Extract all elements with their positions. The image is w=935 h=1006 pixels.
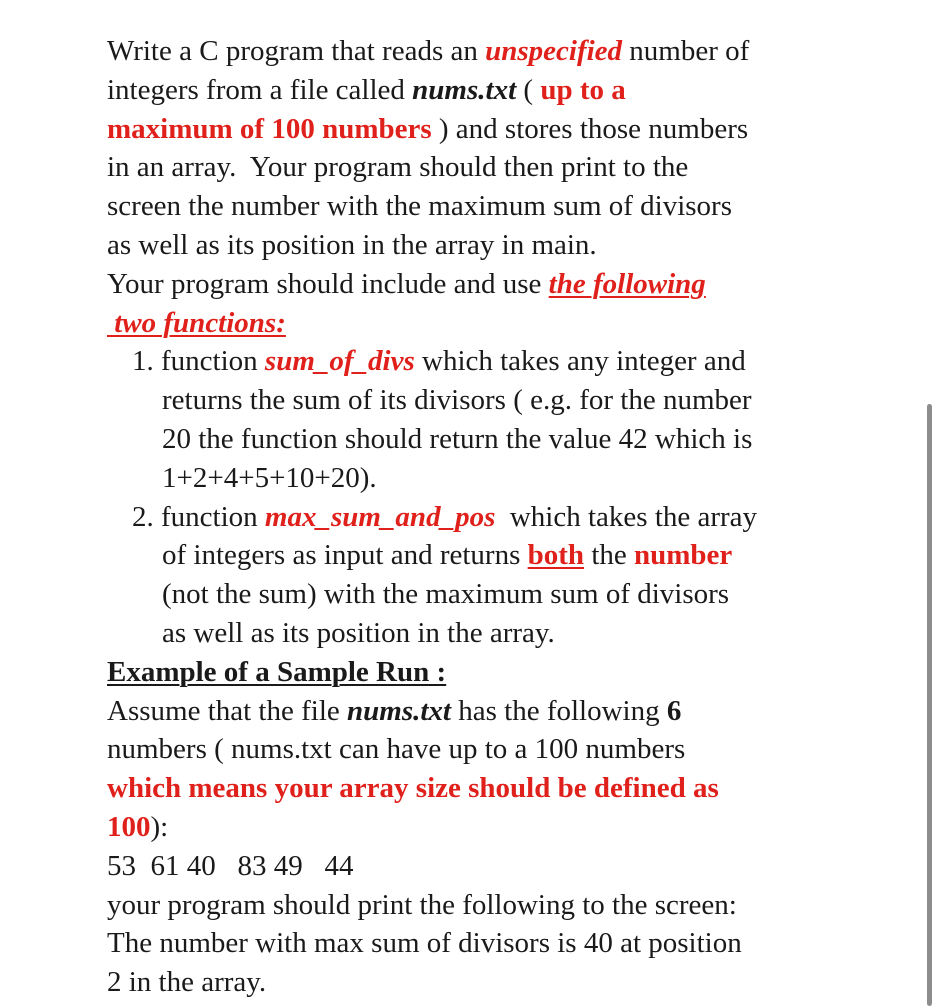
emphasis-maximum-100: maximum of 100 numbers [107,112,432,145]
text-run: has the following [450,694,667,727]
function-2-line-3: (not the sum) with the maximum sum of divisors [162,578,730,611]
text-run: ) and stores those numbers [431,112,749,145]
emphasis-the-following: the following [548,267,706,300]
function-1-line-3: 20 the function should return the value 42 which is [162,422,753,455]
problem-statement [107,32,837,1002]
intro-line-4: in an array. Your program should then print to the [107,151,689,184]
text-run: function [153,345,265,378]
count-6: 6 [666,694,682,727]
list-number: 1. [132,345,154,378]
example-line-2: numbers ( nums.txt can have up to a 100 numbers [107,733,686,766]
text-run: Your program should include and use [107,267,549,300]
function-2-line-1 [107,498,837,537]
text-run: of integers as input and returns [162,539,528,572]
function-1-line-1 [107,342,837,381]
filename-nums-txt: nums.txt [347,694,451,727]
text-run: which takes any integer and [414,345,746,378]
text-run: Write a C program that reads an [107,35,486,67]
function-1-line-2: returns the sum of its divisors ( e.g. for the number [162,384,752,417]
intro-line-8: two functions: [107,306,286,339]
vertical-scrollbar[interactable] [927,404,932,1006]
text-run: integers from a file called [107,73,413,106]
filename-nums-txt: nums.txt [412,73,517,106]
text-run: function [153,500,265,533]
example-line-1 [107,692,837,731]
example-line-7: 2 in the array. [107,966,267,999]
text-run: Assume that the file [107,694,348,727]
example-line-4 [107,808,837,847]
sample-numbers: 53 61 40 83 49 44 [107,849,354,882]
list-number: 2. [132,500,154,533]
intro-line-1 [107,32,837,71]
intro-line-2 [107,71,837,110]
intro-line-7 [107,265,837,304]
function-1-line-4: 1+2+4+5+10+20). [162,461,377,494]
example-line-6: The number with max sum of divisors is 40 at position [107,927,742,960]
text-run: the [584,539,634,572]
function-name-sum-of-divs: sum_of_divs [264,345,415,378]
emphasis-both: both [527,539,585,572]
text-run: ( [516,73,541,106]
text-run: number of [622,35,750,67]
emphasis-number: number [634,539,733,572]
function-2-line-2 [107,536,837,575]
example-line-5: your program should print the following to the screen: [107,888,737,921]
text-run: ): [150,810,169,843]
text-run: which takes the array [495,500,758,533]
intro-line-5: screen the number with the maximum sum of divisors [107,190,733,223]
function-2-line-4: as well as its position in the array. [162,616,555,649]
intro-line-6: as well as its position in the array in main. [107,228,597,261]
function-name-max-sum-and-pos: max_sum_and_pos [264,500,496,533]
emphasis-100: 100 [107,810,151,843]
example-heading: Example of a Sample Run : [107,655,447,688]
example-line-3: which means your array size should be defined as [107,772,719,805]
emphasis-up-to-a: up to a [540,73,626,106]
intro-line-3 [107,110,837,149]
emphasis-unspecified: unspecified [485,35,623,67]
